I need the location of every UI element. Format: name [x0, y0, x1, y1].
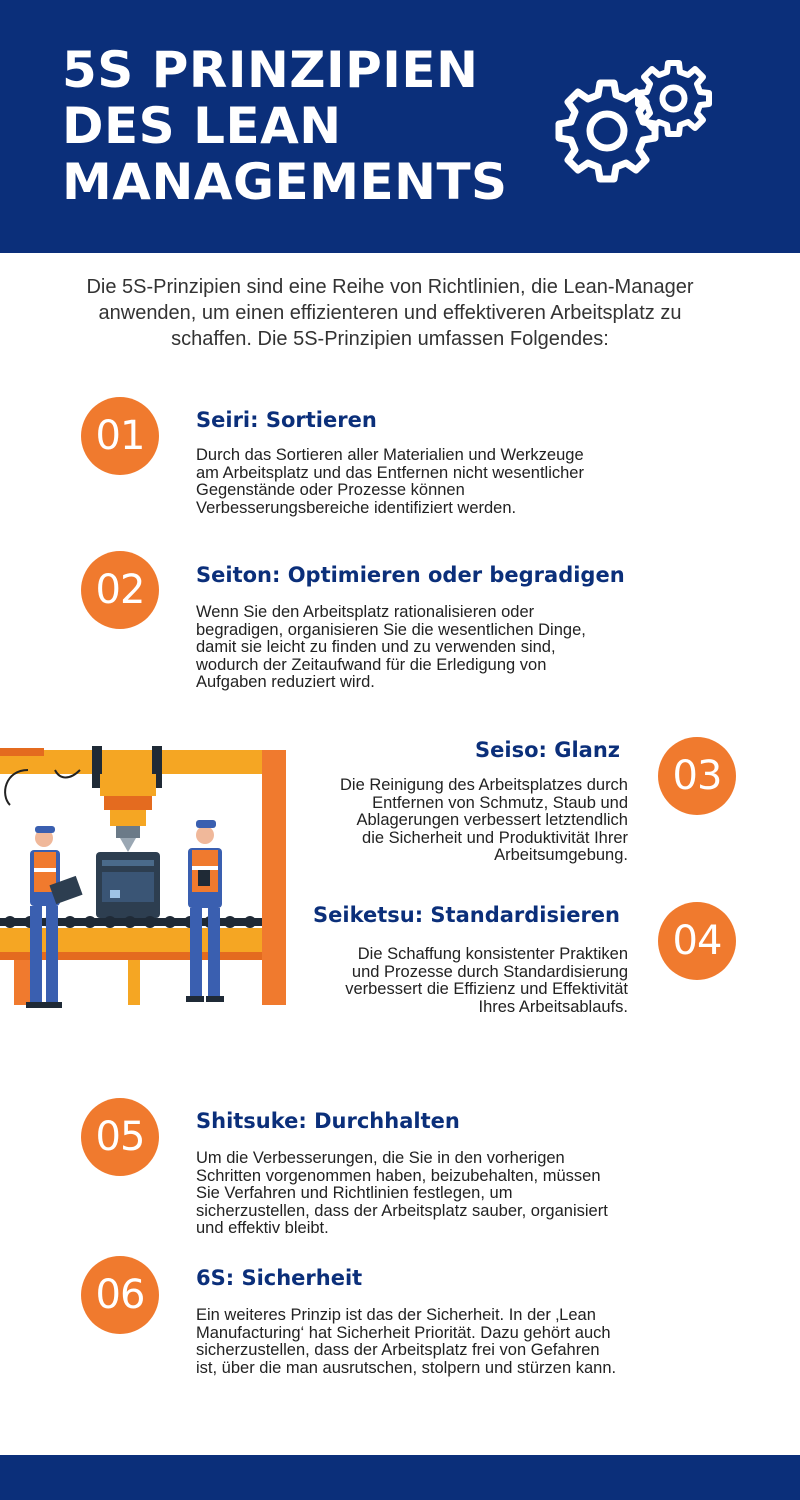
- footer-bar: [0, 1455, 800, 1500]
- step-number-badge: 05: [81, 1098, 159, 1176]
- step-description: Um die Verbesserungen, die Sie in den vorherigen Schritten vorgenommen haben, beizubehalten, müssen Sie Verfahren und Richtlinien festlegen, um sicherzustellen, dass der Arbeitsplatz sauber, organisiert und effektiv bleibt.: [196, 1149, 608, 1237]
- step-description: Durch das Sortieren aller Materialien und Werkzeuge am Arbeitsplatz und das Entfernen nicht wesentlicher Gegenstände oder Prozesse können Verbesserungsbereiche identifiziert werden.: [196, 446, 584, 517]
- step-title: Seiketsu: Standardisieren: [313, 903, 620, 927]
- step-description: Die Reinigung des Arbeitsplatzes durch Entfernen von Schmutz, Staub und Ablagerungen verbessert letztendlich die Sicherheit und Produktivität Ihrer Arbeitsumgebung.: [339, 776, 628, 864]
- page-title: [62, 42, 508, 210]
- step-title: Seiso: Glanz: [475, 738, 620, 762]
- step-number-badge: 01: [81, 397, 159, 475]
- intro-text: Die 5S-Prinzipien sind eine Reihe von Richtlinien, die Lean-Manager anwenden, um einen effizienteren und effektiveren Arbeitsplatz zu schaffen. Die 5S-Prinzipien umfassen Folgendes:: [86, 276, 694, 350]
- step-description: Die Schaffung konsistenter Praktiken und Prozesse durch Standardisierung verbessert die Effizienz und Effektivität Ihres Arbeitsablaufs.: [345, 945, 628, 1016]
- step-title: Shitsuke: Durchhalten: [196, 1109, 460, 1133]
- factory-workers-illustration: [0, 740, 292, 1015]
- header-banner: [0, 0, 800, 253]
- step-description: Ein weiteres Prinzip ist das der Sicherheit. In der ‚Lean Manufacturing‘ hat Sicherheit Priorität. Dazu gehört auch sicherzustellen, dass der Arbeitsplatz frei von Gefahren ist, über die man ausrutschen, stolpern und stürzen kann.: [196, 1306, 617, 1377]
- title-line-3: MANAGEMENTS: [62, 153, 508, 211]
- step-number-badge: 06: [81, 1256, 159, 1334]
- step-number-badge: 02: [81, 551, 159, 629]
- title-line-1: 5S PRINZIPIEN: [62, 41, 479, 99]
- step-number-badge: 03: [658, 737, 736, 815]
- step-number-badge: 04: [658, 902, 736, 980]
- step-title: 6S: Sicherheit: [196, 1266, 363, 1290]
- step-title: Seiton: Optimieren oder begradigen: [196, 563, 625, 587]
- gears-icon: [548, 55, 728, 205]
- step-description: Wenn Sie den Arbeitsplatz rationalisieren oder begradigen, organisieren Sie die wesentlichen Dinge, damit sie leicht zu finden und zu verwenden sind, wodurch der Zeitaufwand für die Erledigung von Aufgaben reduziert wird.: [196, 603, 586, 691]
- step-title: Seiri: Sortieren: [196, 408, 377, 432]
- title-line-2: DES LEAN: [62, 97, 342, 155]
